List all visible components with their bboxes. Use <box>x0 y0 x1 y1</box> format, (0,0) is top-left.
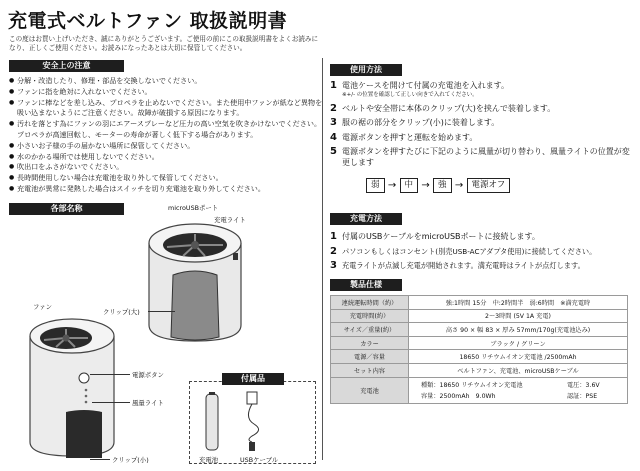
usage-step-note: ※+/- の位置を確認して正しい向きで入れてください。 <box>342 92 478 98</box>
charging-step: 2 パソコンもしくはコンセント(別売USB-ACアダプタ使用)に接続してください。 <box>330 245 597 257</box>
usage-steps <box>330 80 630 172</box>
charging-step: 3 充電ライトが点滅し充電が開始されます。満充電時はライトが点灯します。 <box>330 260 585 271</box>
battery-icon <box>202 392 222 452</box>
page-title: 充電式ベルトファン 取扱説明書 <box>8 10 288 32</box>
usage-step: 1 電池ケースを開けて付属の充電池を入れます。 ※+/- の位置を確認して正しい向きで入れてください。 <box>330 80 630 99</box>
table-row: カラー ブラック / グリーン <box>331 336 628 350</box>
safety-heading: 安全上の注意 <box>9 60 124 72</box>
safety-item: ● 長時間使用しない場合は充電池を取り外して保管してください。 <box>9 173 324 184</box>
safety-item: ● 充電池が異常に発熱した場合はスイッチを切り充電池を取り外してください。 <box>9 184 324 195</box>
safety-item: ● 汚れを落とす為にファンの羽にエアースプレーなど圧力の高い空気を吹きかけないでください。プロペラが高速回転し、モーターの寿命が著しく低下する場合があります。 <box>9 119 324 141</box>
accessories-heading: 付属品 <box>222 373 284 385</box>
safety-item: ● 分解・改造したり、修理・部品を交換しないでください。 <box>9 76 324 87</box>
leader-line <box>148 311 175 312</box>
device-back-illustration <box>135 205 255 347</box>
leader-line <box>90 374 130 375</box>
safety-item: ● ファンに棒などを差し込み、プロペラを止めないでください。また使用中ファンが紙など異物を吸い込まないようにご注意ください。故障が破損する原因になります。 <box>9 98 324 120</box>
usb-cable-icon <box>238 390 268 454</box>
safety-list <box>9 76 324 195</box>
usage-step: 4 電源ボタンを押すと運転を始めます。 <box>330 131 478 143</box>
arrow-right-icon: → <box>454 180 464 191</box>
mode-strong: 強 <box>433 178 452 193</box>
safety-item: ● 吹出口をふさがないでください。 <box>9 162 324 173</box>
safety-item: ● ファンに指を絶対に入れないでください。 <box>9 87 324 98</box>
label-usb-cable: USBケーブル <box>240 456 279 464</box>
mode-power-off: 電源オフ <box>467 178 511 193</box>
label-usb-port: microUSBポート <box>168 204 219 212</box>
fan-mode-sequence <box>366 178 510 193</box>
table-row: 充電池 種類：18650 リチウムイオン充電池 電圧：3.6V 容量：2500mAh 9.0Wh 認証：PSE <box>331 377 628 403</box>
charging-heading: 充電方法 <box>330 213 402 225</box>
usage-heading: 使用方法 <box>330 64 402 76</box>
usage-step: 3 服の裾の部分をクリップ(小)に装着します。 <box>330 117 500 128</box>
table-row: 充電時間(約） 2～3時間 (5V 1A 充電) <box>331 309 628 323</box>
safety-item: ● 水のかかる場所では使用しないでください。 <box>9 152 324 163</box>
label-wind-light: 風量ライト <box>132 399 164 407</box>
battery-spec: 種類：18650 リチウムイオン充電池 電圧：3.6V 容量：2500mAh 9.0Wh 認証：PSE <box>421 382 600 401</box>
mode-medium: 中 <box>400 178 419 193</box>
table-row: セット内容 ベルトファン、充電池、microUSBケーブル <box>331 363 628 377</box>
arrow-right-icon: → <box>387 180 397 191</box>
mode-weak: 弱 <box>366 178 385 193</box>
label-clip-small: クリップ(小) <box>112 456 149 464</box>
charging-steps <box>330 231 630 275</box>
usage-step: 2 ベルトや安全帯に本体のクリップ(大)を挟んで装着します。 <box>330 102 556 114</box>
table-row: 連続運転時間（約） 強:1時間 15分 中:2時間半 弱:6時間 ※満充電時 <box>331 296 628 310</box>
safety-item: ● 小さいお子様の手の届かない場所に保管してください。 <box>9 141 324 152</box>
leader-line <box>90 459 110 460</box>
spec-table <box>330 295 628 404</box>
intro-text: この度はお買い上げいただき、誠にありがとうございます。ご使用の前にこの取扱説明書をよくお読みになり、正しくご使用ください。お読みになったあとは大切に保管してください。 <box>9 35 319 53</box>
table-row: サイズ／重量(約） 高さ 90 × 幅 83 × 厚み 57mm/170g(充電池込み) <box>331 323 628 337</box>
leader-line <box>92 402 130 403</box>
label-power-button: 電源ボタン <box>132 371 164 379</box>
device-front-illustration <box>22 308 122 460</box>
specs-heading: 製品仕様 <box>330 279 402 291</box>
parts-heading: 各部名称 <box>9 203 124 215</box>
usage-step: 5 電源ボタンを押すたびに下記のように風量が切り替わり、風量ライトの位置が変更します <box>330 146 630 167</box>
label-battery: 充電池 <box>199 456 219 464</box>
charging-step: 1 付属のUSBケーブルをmicroUSBポートに接続します。 <box>330 231 540 242</box>
table-row: 電源／容量 18650 リチウムイオン充電池 /2500mAh <box>331 350 628 364</box>
label-clip-large: クリップ(大) <box>103 308 140 316</box>
column-divider <box>322 58 323 460</box>
arrow-right-icon: → <box>421 180 430 191</box>
label-fan: ファン <box>33 303 53 311</box>
label-charge-light: 充電ライト <box>214 216 246 224</box>
